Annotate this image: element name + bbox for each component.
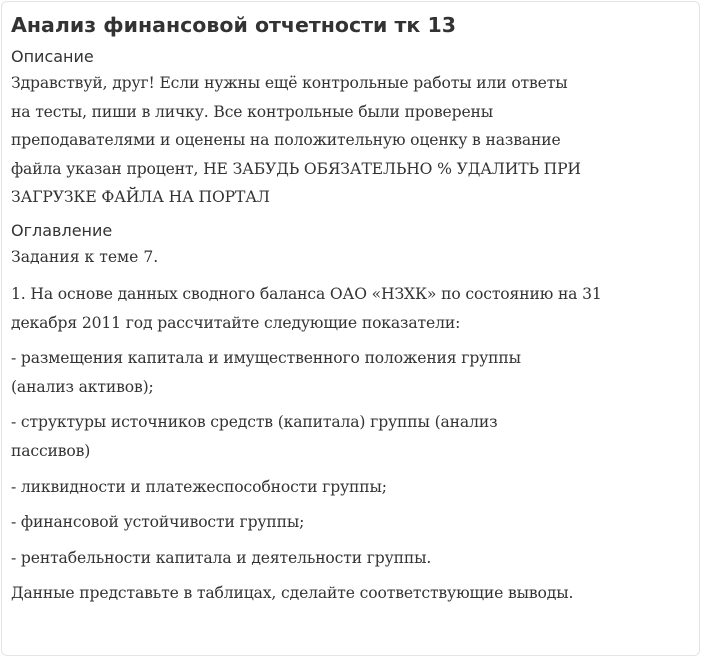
task-line: - размещения капитала и имущественного положения группы [11, 349, 521, 368]
task-line: - рентабельности капитала и деятельности группы. [11, 548, 432, 567]
task-paragraph [11, 473, 692, 502]
description-line: преподавателями и оценены на положительную оценку в название [11, 131, 561, 150]
task-paragraph [11, 579, 692, 608]
task-line: - ликвидности и платежеспособности группы; [11, 477, 387, 496]
task-line: 1. На основе данных сводного баланса ОАО «НЗХК» по состоянию на 31 [11, 284, 602, 303]
description-label: Описание [11, 47, 94, 66]
task-line: Данные представьте в таблицах, сделайте соответствующие выводы. [11, 584, 574, 603]
description-line: на тесты, пиши в личку. Все контрольные были проверены [11, 102, 494, 121]
description-text [11, 69, 692, 212]
contents-label: Оглавление [11, 220, 113, 240]
task-paragraph [11, 544, 692, 573]
task-paragraph [11, 344, 692, 401]
task-line: - финансовой устойчивости группы; [11, 513, 305, 532]
task-line: пассивов) [11, 441, 91, 460]
task-line: (анализ активов); [11, 377, 154, 396]
description-line: файла указан процент, НЕ ЗАБУДЬ ОБЯЗАТЕЛЬНО % УДАЛИТЬ ПРИ [11, 159, 581, 178]
task-paragraph [11, 280, 692, 337]
work-card [1, 1, 700, 656]
task-paragraph [11, 408, 692, 465]
work-title: Анализ финансовой отчетности тк 13 [11, 13, 457, 37]
description-line: ЗАГРУЗКЕ ФАЙЛА НА ПОРТАЛ [11, 188, 270, 207]
description-line: Здравствуй, друг! Если нужны ещё контрольные работы или ответы [11, 74, 568, 92]
contents-heading: Задания к теме 7. [11, 247, 159, 266]
task-paragraph [11, 508, 692, 537]
task-line: - структуры источников средств (капитала) группы (анализ [11, 413, 498, 432]
task-line: декабря 2011 год рассчитайте следующие показатели: [11, 313, 461, 332]
